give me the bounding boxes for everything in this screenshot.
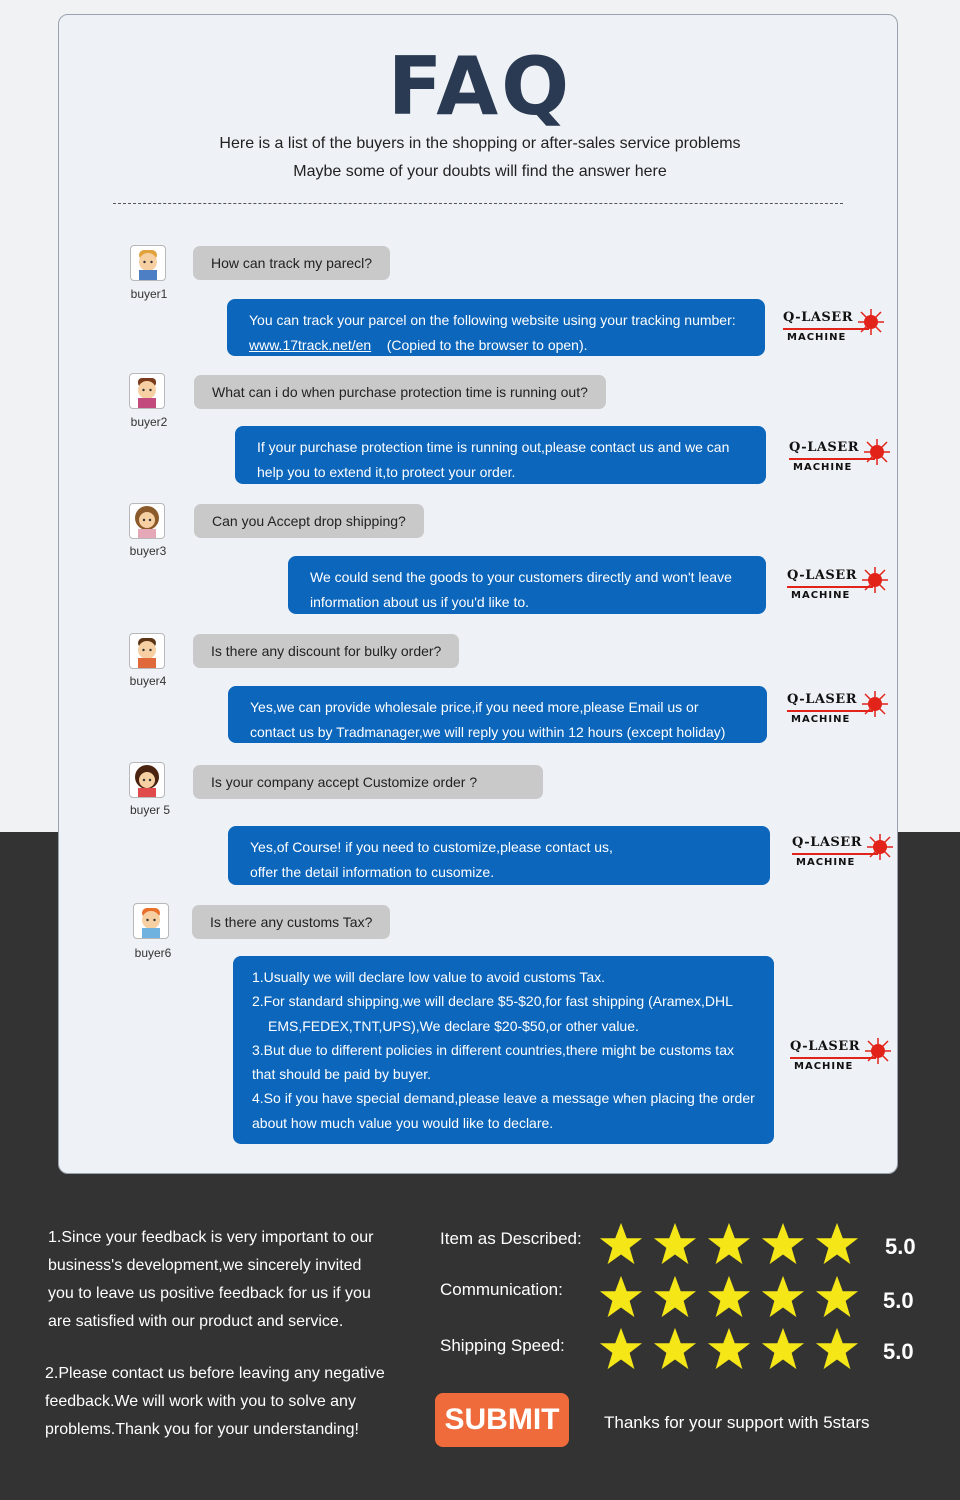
feedback-paragraph-1	[48, 1224, 374, 1336]
rating-score-shipping-speed: 5.0	[883, 1339, 914, 1364]
q-laser-logo	[792, 835, 902, 875]
logo-line1: Q-LASER	[792, 835, 863, 850]
answer-3-line-2: information about us if you'd like to.	[310, 594, 530, 610]
q-laser-logo	[787, 692, 897, 732]
laser-burst-icon	[866, 833, 894, 861]
laser-burst-icon	[857, 308, 885, 336]
star-icon[interactable]	[706, 1326, 752, 1372]
rating-stars-item-described[interactable]	[598, 1221, 868, 1267]
logo-line2: MACHINE	[787, 332, 847, 343]
page-title: FAQ	[387, 40, 573, 133]
laser-burst-icon	[864, 1037, 892, 1065]
logo-line1: Q-LASER	[787, 692, 858, 707]
buyer5-name: buyer 5	[129, 803, 171, 817]
logo-line2: MACHINE	[791, 590, 851, 601]
answer-5-line-1: Yes,of Course! if you need to customize,please contact us,	[250, 839, 613, 855]
answer-3	[288, 556, 766, 614]
answer-6-line-6: 4.So if you have special demand,please leave a message when placing the order	[252, 1090, 755, 1107]
answer-3-line-1: We could send the goods to your customers directly and won't leave	[310, 569, 732, 585]
rating-label-item-described: Item as Described:	[440, 1229, 582, 1248]
logo-line2: MACHINE	[796, 857, 856, 868]
answer-6	[233, 956, 774, 1144]
answer-4-line-1: Yes,we can provide wholesale price,if you need more,please Email us or	[250, 699, 699, 715]
answer-6-line-7: about how much value you would like to declare.	[252, 1114, 554, 1131]
answer-6-line-1: 1.Usually we will declare low value to avoid customs Tax.	[252, 969, 606, 985]
answer-5-line-2: offer the detail information to cusomize.	[250, 864, 495, 880]
logo-line2: MACHINE	[793, 462, 853, 473]
rating-label-communication: Communication:	[440, 1280, 563, 1299]
laser-burst-icon	[863, 438, 891, 466]
feedback-1-line: business's development,we sincerely invited	[48, 1257, 362, 1274]
buyer3-avatar	[129, 503, 165, 539]
buyer2-name: buyer2	[130, 415, 168, 429]
answer-4	[228, 686, 767, 743]
buyer6-avatar	[133, 903, 169, 939]
star-icon[interactable]	[814, 1221, 860, 1267]
star-icon[interactable]	[814, 1274, 860, 1320]
feedback-2-line: 2.Please contact us before leaving any negative	[45, 1365, 385, 1382]
question-1: How can track my parecl?	[193, 246, 390, 280]
buyer6-name: buyer6	[134, 946, 172, 960]
star-icon[interactable]	[652, 1274, 698, 1320]
buyer1-avatar	[130, 245, 166, 281]
star-icon[interactable]	[652, 1221, 698, 1267]
logo-line1: Q-LASER	[790, 1039, 861, 1054]
feedback-2-line: problems.Thank you for your understanding!	[45, 1421, 359, 1438]
feedback-1-line: are satisfied with our product and service.	[48, 1313, 344, 1330]
question-4: Is there any discount for bulky order?	[193, 634, 459, 668]
rating-score-item-described: 5.0	[885, 1234, 916, 1259]
buyer3-name: buyer3	[129, 544, 167, 558]
answer-1-link-note: (Copied to the browser to open).	[386, 337, 588, 353]
star-icon[interactable]	[652, 1326, 698, 1372]
buyer1-name: buyer1	[130, 287, 168, 301]
q-laser-logo	[789, 440, 899, 480]
buyer4-name: buyer4	[129, 674, 167, 688]
logo-line2: MACHINE	[791, 714, 851, 725]
star-icon[interactable]	[598, 1221, 644, 1267]
answer-6-line-5: that should be paid by buyer.	[252, 1066, 432, 1083]
buyer5-avatar	[129, 762, 165, 798]
intro-line-1: Here is a list of the buyers in the shopping or after-sales service problems	[219, 135, 741, 152]
answer-6-line-2: 2.For standard shipping,we will declare $5-$20,for fast shipping (Aramex,DHL	[252, 993, 733, 1010]
feedback-1-line: 1.Since your feedback is very important to our	[48, 1229, 374, 1246]
logo-line2: MACHINE	[794, 1061, 854, 1072]
answer-5	[228, 826, 770, 885]
divider	[113, 203, 843, 204]
star-icon[interactable]	[814, 1326, 860, 1372]
rating-label-shipping-speed: Shipping Speed:	[440, 1336, 565, 1355]
laser-burst-icon	[861, 566, 889, 594]
submit-button[interactable]: SUBMIT	[435, 1393, 569, 1447]
answer-1-line-1: You can track your parcel on the following website using your tracking number:	[249, 312, 736, 328]
answer-6-line-3: EMS,FEDEX,TNT,UPS),We declare $20-$50,or other value.	[268, 1017, 639, 1034]
star-icon[interactable]	[760, 1221, 806, 1267]
rating-stars-shipping-speed[interactable]	[598, 1326, 868, 1372]
answer-1	[227, 299, 765, 356]
logo-line1: Q-LASER	[787, 568, 858, 583]
star-icon[interactable]	[598, 1274, 644, 1320]
buyer4-avatar	[129, 633, 165, 669]
feedback-1-line: you to leave us positive feedback for us if you	[48, 1285, 371, 1302]
question-5: Is your company accept Customize order ?	[193, 765, 543, 799]
star-icon[interactable]	[760, 1326, 806, 1372]
laser-burst-icon	[861, 690, 889, 718]
feedback-paragraph-2	[45, 1360, 385, 1444]
answer-4-line-2: contact us by Tradmanager,we will reply you within 12 hours (except holiday)	[250, 724, 726, 740]
tracking-link[interactable]: www.17track.net/en	[249, 337, 372, 353]
question-3: Can you Accept drop shipping?	[194, 504, 424, 538]
answer-2	[235, 426, 766, 484]
rating-stars-communication[interactable]	[598, 1274, 868, 1320]
logo-line1: Q-LASER	[789, 440, 860, 455]
q-laser-logo	[783, 310, 893, 350]
star-icon[interactable]	[706, 1221, 752, 1267]
answer-2-line-2: help you to extend it,to protect your order.	[257, 464, 516, 480]
answer-2-line-1: If your purchase protection time is running out,please contact us and we can	[257, 439, 730, 455]
question-2: What can i do when purchase protection time is running out?	[194, 375, 606, 409]
thanks-text: Thanks for your support with 5stars	[604, 1413, 870, 1432]
question-6: Is there any customs Tax?	[192, 905, 390, 939]
star-icon[interactable]	[598, 1326, 644, 1372]
rating-score-communication: 5.0	[883, 1288, 914, 1313]
buyer2-avatar	[129, 373, 165, 409]
q-laser-logo	[787, 568, 897, 608]
star-icon[interactable]	[760, 1274, 806, 1320]
star-icon[interactable]	[706, 1274, 752, 1320]
feedback-2-line: feedback.We will work with you to solve any	[45, 1393, 356, 1410]
logo-line1: Q-LASER	[783, 310, 854, 325]
q-laser-logo	[790, 1039, 900, 1079]
answer-6-line-4: 3.But due to different policies in different countries,there might be customs tax	[252, 1041, 734, 1058]
intro-line-2: Maybe some of your doubts will find the answer here	[293, 163, 667, 180]
